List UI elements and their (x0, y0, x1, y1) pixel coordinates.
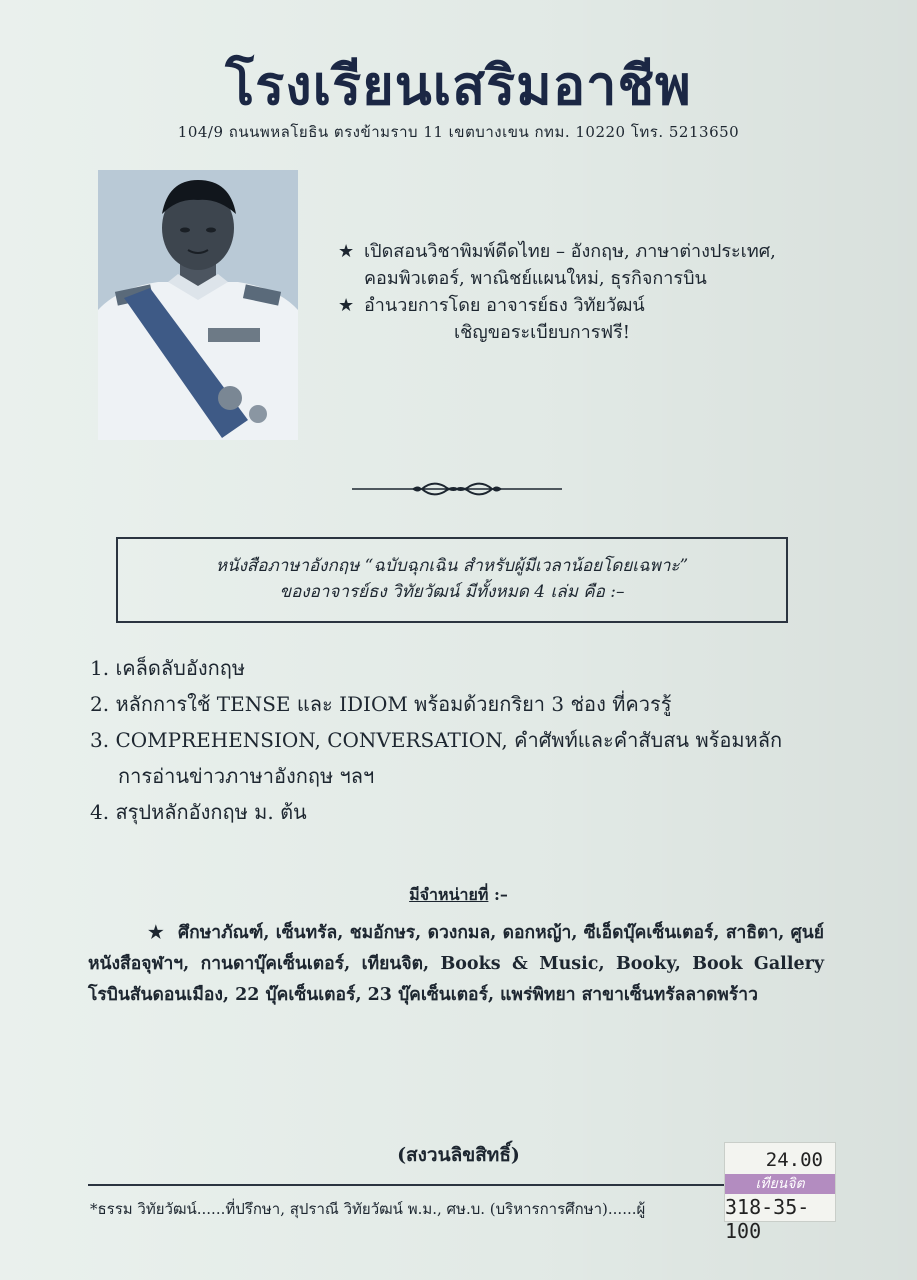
price-sticker (724, 1142, 836, 1243)
sticker-price: 24.00 (765, 1149, 823, 1171)
book-item-3: 3. COMPREHENSION, CONVERSATION, คำศัพท์และคำสับสน พร้อมหลัก (90, 728, 783, 752)
box-line-2: ของอาจารย์ธง วิทัยวัฒน์ มีทั้งหมด 4 เล่ม คือ :– (279, 582, 625, 602)
book-item-3-cont: การอ่านข่าวภาษาอังกฤษ ฯลฯ (118, 764, 375, 788)
school-address: 104/9 ถนนพหลโยธิน ตรงข้ามราบ 11 เขตบางเขน กทม. 10220 โทร. 5213650 (177, 123, 740, 141)
sale-heading: มีจำหน่ายที่ :– (409, 885, 508, 904)
footer-divider (88, 1184, 822, 1186)
ornament-divider (352, 478, 562, 500)
copyright-notice: (สงวนลิขสิทธิ์) (397, 1144, 520, 1166)
book-list (90, 650, 850, 830)
bullet-courses: ★ เปิดสอนวิชาพิมพ์ดีดไทย – อังกฤษ, ภาษาต่างประเทศ, (338, 238, 838, 265)
box-line-1: หนังสือภาษาอังกฤษ “ฉบับฉุกเฉิน สำหรับผู้มีเวลาน้อยโดยเฉพาะ” (215, 556, 689, 576)
sticker-store: เทียนจิต (725, 1174, 835, 1194)
bullet-courses-cont: คอมพิวเตอร์, พาณิชย์แผนใหม่, ธุรกิจการบิน (364, 268, 707, 289)
sale-locations: ★ ศึกษาภัณฑ์, เซ็นทรัล, ชมอักษร, ดวงกมล, ดอกหญ้า, ซีเอ็ดบุ๊คเซ็นเตอร์, สาธิตา, ศูนย์หนังสือจุฬาฯ, กานดาบุ๊คเซ็นเตอร์, เทียนจิต, Books & Music, Booky, Book Gallery โรบินสันดอนเมือง, 22 บุ๊คเซ็นเตอร์, 23 บุ๊คเซ็นเตอร์, แพร่พิทยา สาขาเซ็นทรัลลาดพร้าว (88, 918, 824, 1011)
school-info-bullets (338, 238, 838, 346)
sticker-code: 318-35-100 (725, 1195, 810, 1243)
footer-credits: *ธรรม วิทัยวัฒน์......ที่ปรึกษา, สุปราณี วิทัยวัฒน์ พ.ม., ศษ.บ. (บริหารการศึกษา)......ผู้ (90, 1200, 646, 1218)
bullet-invitation: เชิญขอระเบียบการฟรี! (454, 322, 631, 343)
star-icon: ★ (338, 241, 355, 262)
school-title: โรงเรียนเสริมอาชีพ (225, 54, 692, 117)
star-icon: ★ (338, 295, 355, 316)
book-item-2: 2. หลักการใช้ TENSE และ IDIOM พร้อมด้วยกริยา 3 ช่อง ที่ควรรู้ (90, 692, 672, 716)
book-item-4: 4. สรุปหลักอังกฤษ ม. ต้น (90, 800, 307, 824)
bullet-director: ★ อำนวยการโดย อาจารย์ธง วิทัยวัฒน์ (338, 292, 838, 319)
book-item-1: 1. เคล็ดลับอังกฤษ (90, 656, 246, 680)
book-series-box (116, 537, 788, 623)
star-icon: ★ (148, 923, 164, 943)
portrait-photo (98, 170, 298, 440)
